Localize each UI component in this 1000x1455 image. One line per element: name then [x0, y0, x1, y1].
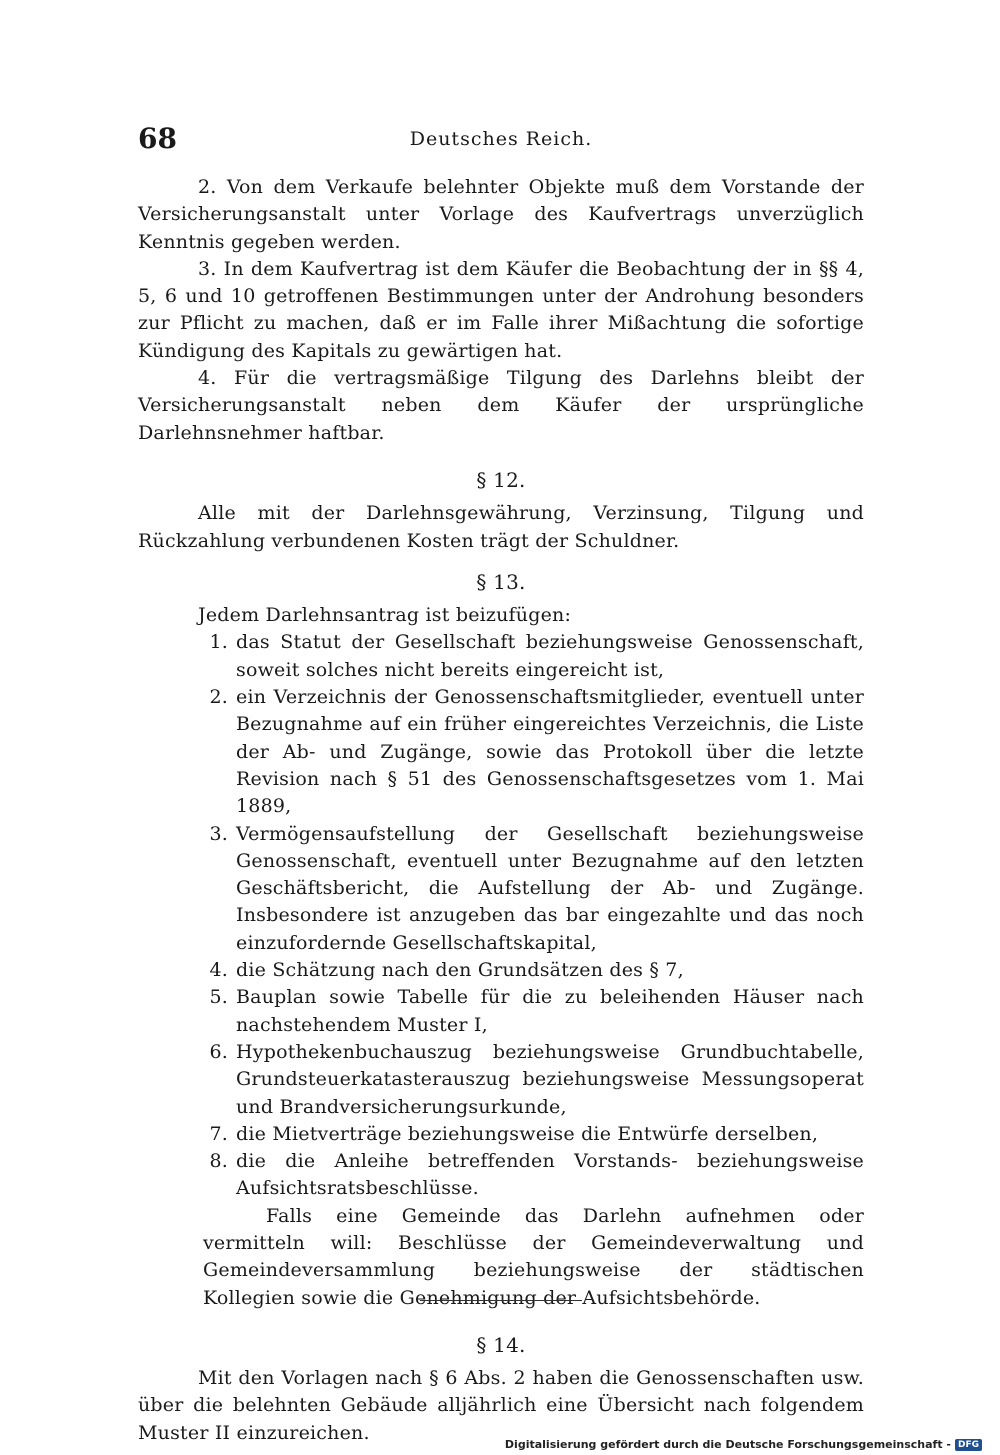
- dfg-logo-icon: DFG: [955, 1439, 982, 1451]
- list-item-number: 6.: [209, 1040, 228, 1063]
- list-item-text: Vermögensaufstellung der Gesellschaft beziehungsweise Genossenschaft, eventuell unter Bezugnahme auf den letzten Geschäftsbericht, die Aufstellung der Ab- und Zugänge. Insbesondere ist anzugeben das bar eingezahlte und das noch einzufordernde Gesellschaftskapital,: [236, 822, 864, 954]
- list-item: [138, 1039, 864, 1121]
- list-item-text: das Statut der Gesellschaft beziehungsweise Genossenschaft, soweit solches nicht bereits eingereicht ist,: [236, 631, 864, 681]
- closing-rule: [420, 1300, 582, 1301]
- page-number: 68: [138, 122, 177, 155]
- list-item-number: 3.: [209, 822, 228, 845]
- list-item-text: Bauplan sowie Tabelle für die zu beleihenden Häuser nach nachstehendem Muster I,: [236, 986, 864, 1036]
- section-12-text: Alle mit der Darlehnsgewährung, Verzinsung, Tilgung und Rückzahlung verbundenen Kosten trägt der Schuldner.: [138, 502, 864, 552]
- list-item-text: die die Anleihe betreffenden Vorstands- beziehungsweise Aufsichtsratsbeschlüsse.: [236, 1150, 864, 1200]
- section-12-heading: § 12.: [476, 467, 526, 492]
- running-head: Deutsches Reich.: [409, 128, 593, 150]
- list-item-number: 5.: [209, 986, 228, 1009]
- section-14-text: Mit den Vorlagen nach § 6 Abs. 2 haben die Genossenschaften usw. über die belehnten Gebäude alljährlich eine Übersicht nach folgendem Muster II einzureichen.: [138, 1367, 864, 1444]
- list-item: [138, 1148, 864, 1203]
- paragraph-3: 3. In dem Kaufvertrag ist dem Käufer die Beobachtung der in §§ 4, 5, 6 und 10 getroffenen Bestimmungen unter der Androhung besonders zur Pflicht zu machen, daß er im Falle ihrer Mißachtung die sofortige Kündigung des Kapitals zu gewärtigen hat.: [138, 257, 864, 362]
- list-item: [138, 984, 864, 1039]
- list-item: [138, 684, 864, 820]
- list-item-number: 4.: [209, 959, 228, 982]
- digitization-credit: [505, 1438, 982, 1451]
- paragraph-2: 2. Von dem Verkaufe belehnter Objekte muß dem Vorstande der Versicherungsanstalt unter Vorlage des Kaufvertrags unverzüglich Kenntnis gegeben werden.: [138, 176, 864, 253]
- page-header: [138, 122, 864, 162]
- list-item: [138, 1121, 864, 1148]
- list-item: [138, 821, 864, 957]
- list-item-text: ein Verzeichnis der Genossenschaftsmitglieder, eventuell unter Bezugnahme auf ein früher eingereichtes Verzeichnis, die Liste der Ab- und Zugänge, sowie das Protokoll über die letzte Revision nach § 51 des Genossenschaftsgesetzes vom 1. Mai 1889,: [236, 686, 864, 818]
- list-item: [138, 957, 864, 984]
- paragraph-4: 4. Für die vertragsmäßige Tilgung des Darlehns bleibt der Versicherungsanstalt neben dem Käufer der ursprüngliche Darlehnsnehmer haftbar.: [138, 367, 864, 444]
- section-13-heading: § 13.: [476, 569, 526, 594]
- list-item: [138, 629, 864, 684]
- section-14-heading: § 14.: [476, 1332, 526, 1357]
- list-item-text: die Mietverträge beziehungsweise die Entwürfe derselben,: [236, 1122, 819, 1145]
- credit-text: Digitalisierung gefördert durch die Deutsche Forschungsgemeinschaft -: [504, 1438, 951, 1451]
- section-13-intro: Jedem Darlehnsantrag ist beizufügen:: [198, 604, 572, 627]
- list-item-text: Hypothekenbuchauszug beziehungsweise Grundbuchtabelle, Grundsteuerkatasterauszug beziehungsweise Messungsoperat und Brandversicherungsurkunde,: [236, 1040, 864, 1118]
- list-item-text: die Schätzung nach den Grundsätzen des § 7,: [236, 959, 684, 982]
- body-text: [138, 174, 864, 1447]
- list-item-number: 1.: [209, 631, 228, 654]
- section-13-continuation: Falls eine Gemeinde das Darlehn aufnehmen oder vermitteln will: Beschlüsse der Gemeindeverwaltung und Gemeindeversammlung beziehungsweise der städtischen Kollegien sowie die Genehmigung der Aufsichtsbehörde.: [203, 1204, 864, 1309]
- list-item-number: 2.: [209, 686, 228, 709]
- list-item-number: 7.: [209, 1122, 228, 1145]
- list-item-number: 8.: [209, 1150, 228, 1173]
